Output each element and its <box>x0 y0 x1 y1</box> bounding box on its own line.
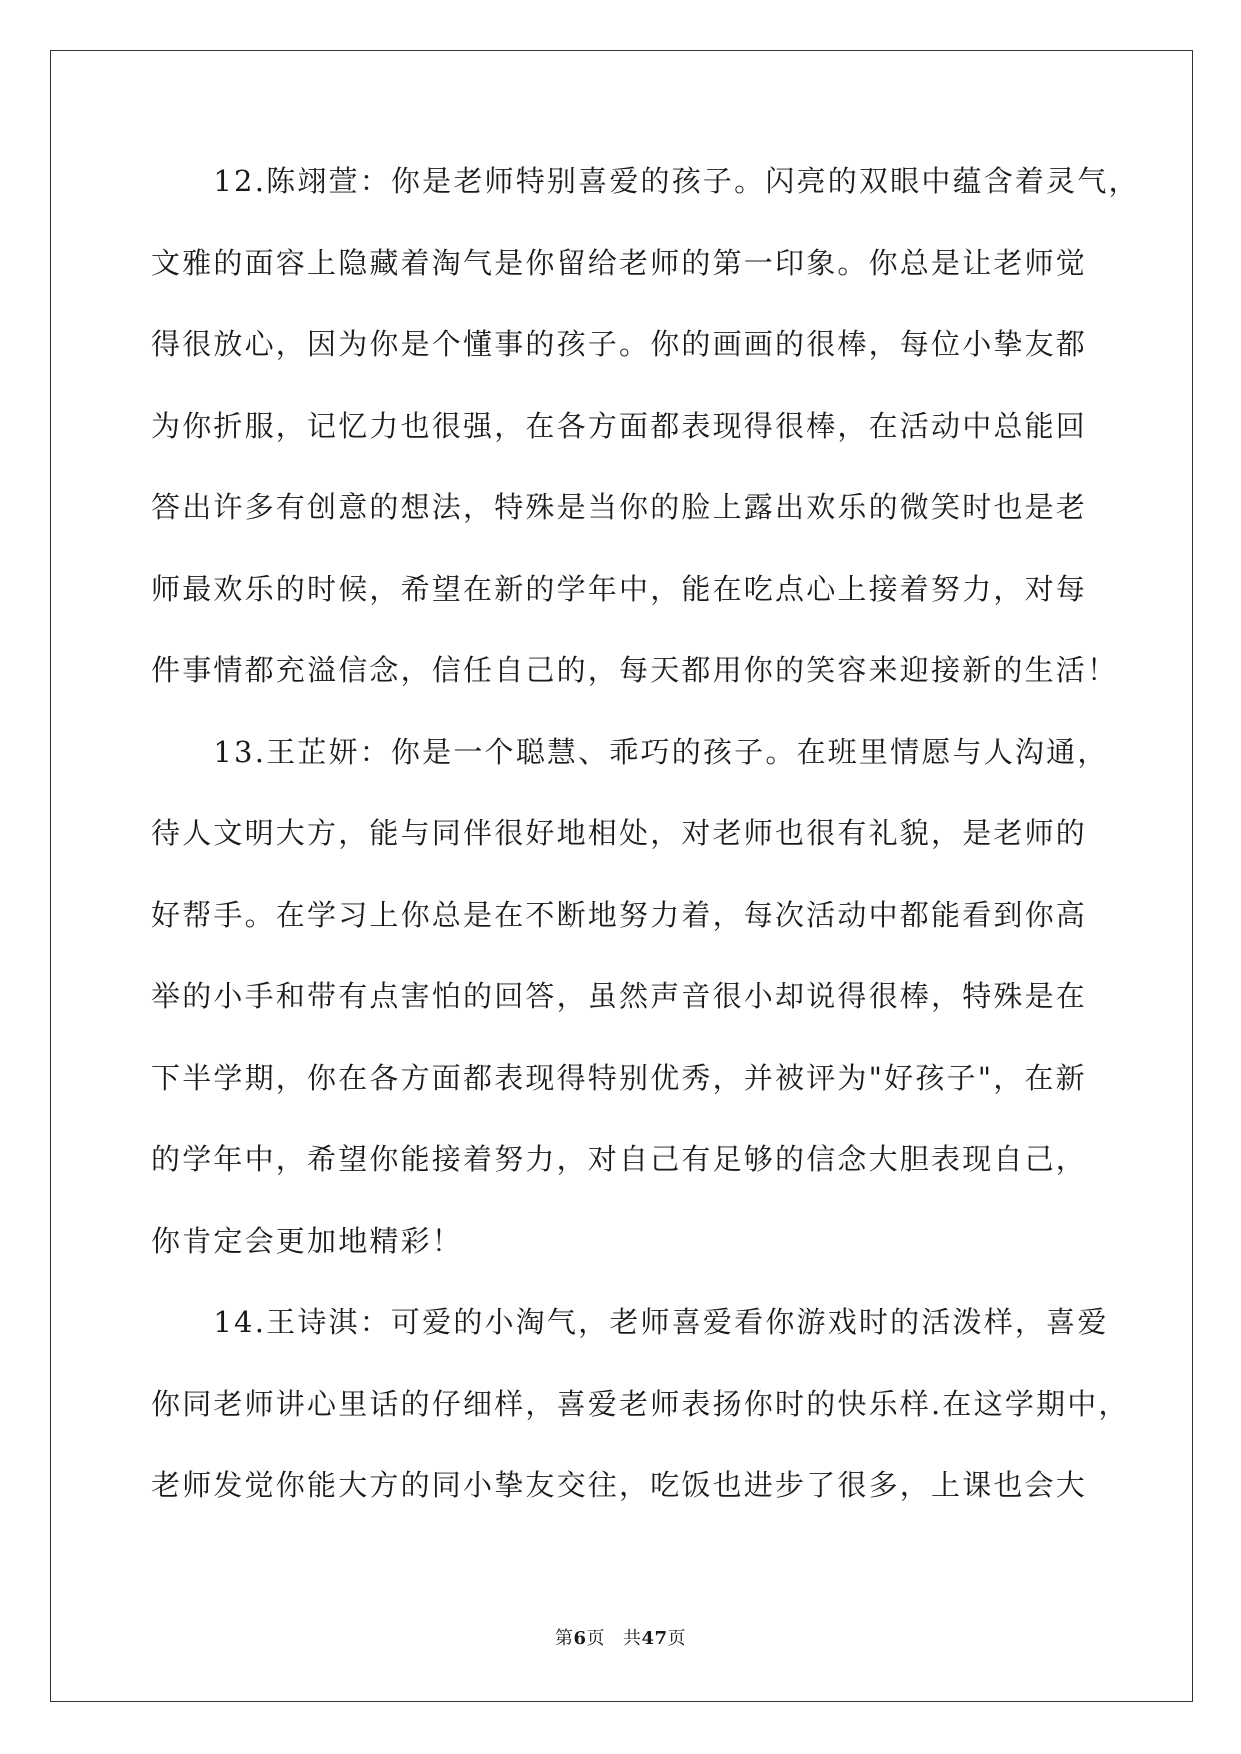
text-line: 得很放心，因为你是个懂事的孩子。你的画画的很棒，每位小挚友都 <box>151 327 1088 361</box>
footer-page-suffix: 页 <box>586 1628 605 1649</box>
text-line: 待人文明大方，能与同伴很好地相处，对老师也很有礼貌，是老师的 <box>151 816 1088 850</box>
text-line: 12.陈翊萱：你是老师特别喜爱的孩子。闪亮的双眼中蕴含着灵气， <box>151 164 1140 198</box>
text-line: 文雅的面容上隐藏着淘气是你留给老师的第一印象。你总是让老师觉 <box>151 245 1088 280</box>
text-line: 答出许多有创意的想法，特殊是当你的脸上露出欢乐的微笑时也是老 <box>151 490 1088 524</box>
text-line: 为你折服，记忆力也很强，在各方面都表现得很棒，在活动中总能回 <box>151 408 1088 443</box>
text-line: 举的小手和带有点害怕的回答，虽然声音很小却说得很棒，特殊是在 <box>151 979 1088 1013</box>
footer-total-suffix: 页 <box>667 1628 687 1649</box>
text-line: 老师发觉你能大方的同小挚友交往，吃饭也进步了很多，上课也会大 <box>151 1468 1088 1502</box>
footer-total-pages: 47 <box>641 1628 668 1649</box>
text-line: 的学年中，希望你能接着努力，对自己有足够的信念大胆表现自己， <box>151 1142 1088 1176</box>
document-body <box>151 160 1140 1546</box>
text-line: 你肯定会更加地精彩！ <box>151 1223 464 1258</box>
text-line: 好帮手。在学习上你总是在不断地努力着，每次活动中都能看到你高 <box>151 897 1088 932</box>
footer-total-prefix: 共 <box>622 1628 642 1649</box>
text-line: 你同老师讲心里话的仔细样，喜爱老师表扬你时的快乐样.在这学期中， <box>151 1386 1130 1421</box>
text-line: 师最欢乐的时候，希望在新的学年中，能在吃点心上接着努力，对每 <box>151 571 1088 606</box>
text-line: 14.王诗淇：可爱的小淘气，老师喜爱看你游戏时的活泼样，喜爱 <box>151 1305 1109 1339</box>
text-line: 13.王芷妍：你是一个聪慧、乖巧的孩子。在班里情愿与人沟通， <box>151 734 1109 769</box>
text-line: 下半学期，你在各方面都表现得特别优秀，并被评为"好孩子"，在新 <box>151 1060 1087 1095</box>
page-footer <box>0 1624 1241 1650</box>
text-line: 件事情都充溢信念，信任自己的，每天都用你的笑容来迎接新的生活！ <box>151 653 1119 687</box>
footer-page-number: 6 <box>573 1628 587 1649</box>
footer-page-prefix: 第 <box>554 1628 574 1649</box>
